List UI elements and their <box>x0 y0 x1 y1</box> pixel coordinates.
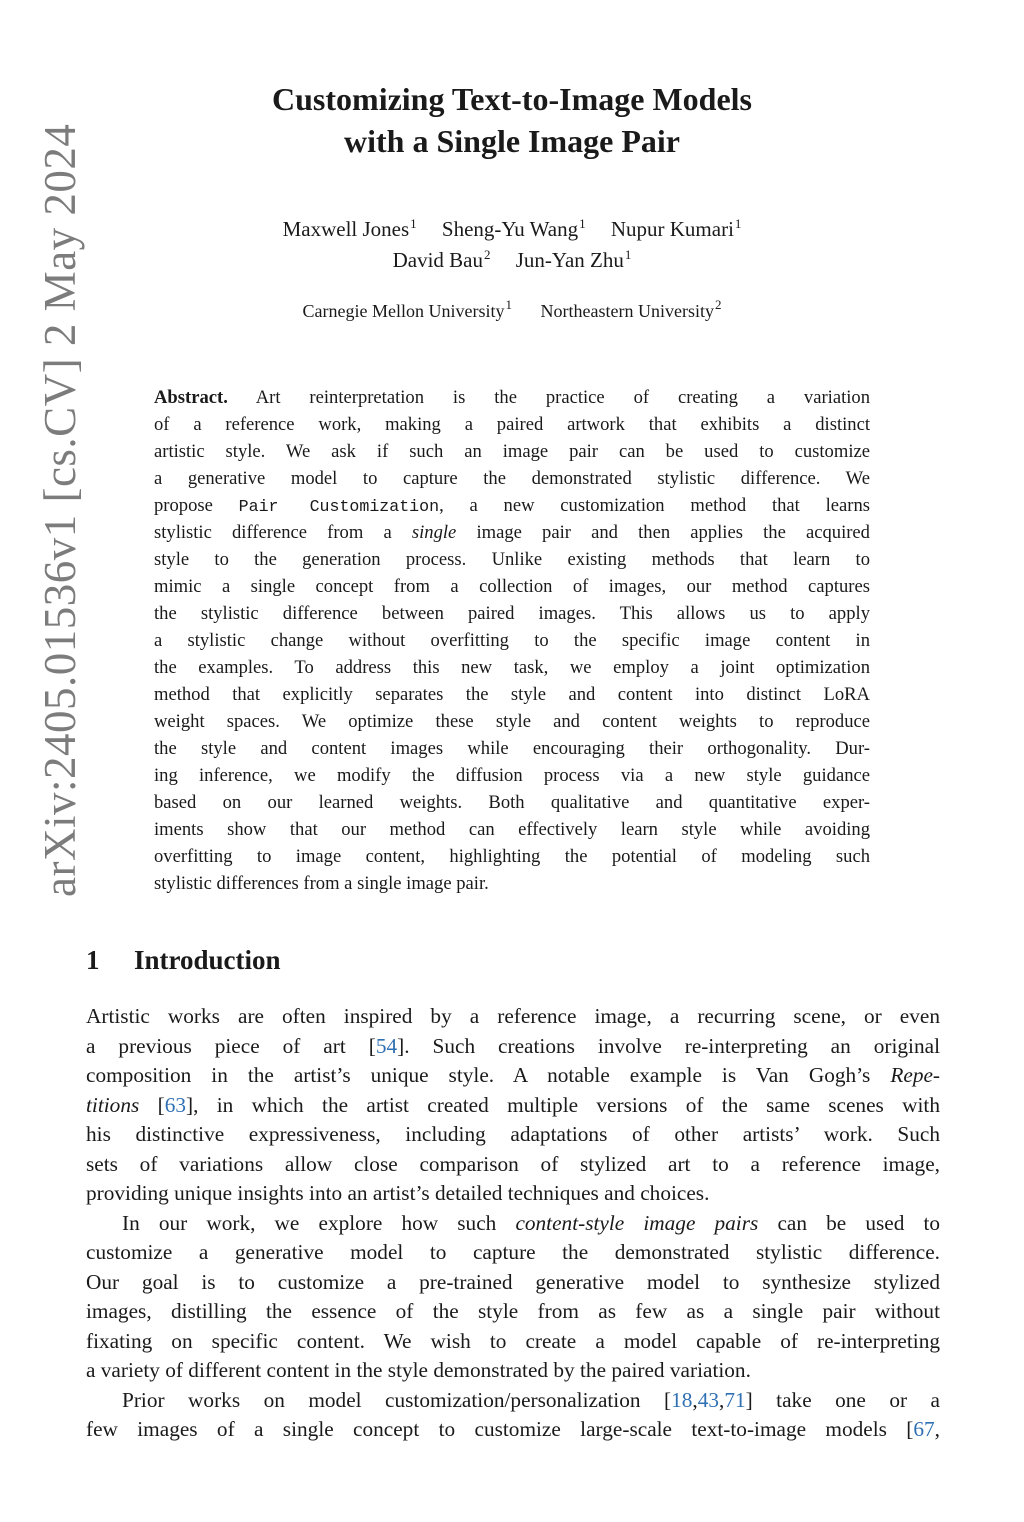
abstract-line: iments show that our method can effectively learn style while avoiding <box>154 819 870 840</box>
author-list <box>150 214 874 276</box>
abstract-line: mimic a single concept from a collection of images, our method captures <box>154 576 870 597</box>
abstract-line: propose Pair Customization, a new customization method that learns <box>154 495 870 516</box>
body-line: his distinctive expressiveness, including adaptations of other artists’ work. Such <box>86 1122 940 1146</box>
abstract-line: a stylistic change without overfitting to the specific image content in <box>154 630 870 651</box>
citation-link[interactable]: 67 <box>913 1417 935 1441</box>
body-line: a previous piece of art [54]. Such creations involve re-interpreting an original <box>86 1033 940 1058</box>
body-line: Prior works on model customization/personalization [18,43,71] take one or a <box>122 1387 940 1412</box>
abstract-label: Abstract. <box>154 387 228 408</box>
body-line: providing unique insights into an artist’s detailed techniques and choices. <box>86 1181 710 1205</box>
body-line: sets of variations allow close comparison of stylized art to a reference image, <box>86 1151 940 1176</box>
section-heading <box>86 942 281 978</box>
author-name: Sheng-Yu Wang$^1$ <box>441 216 586 241</box>
abstract-line: overfitting to image content, highlighting the potential of modeling such <box>154 846 870 867</box>
author-name: David Bau$^2$ <box>392 247 491 272</box>
citation-link[interactable]: 43 <box>697 1387 719 1412</box>
body-line: In our work, we explore how such content-style image pairs can be used to <box>122 1210 941 1235</box>
author-name: Maxwell Jones$^1$ <box>282 216 417 241</box>
method-name: Pair Customization <box>238 497 440 516</box>
abstract-line: stylistic difference from a single image pair and then applies the acquired <box>154 522 870 543</box>
affiliation: Northeastern University$^2$ <box>540 297 722 321</box>
body-line: customize a generative model to capture the demonstrated stylistic difference. <box>86 1240 940 1264</box>
abstract-line: method that explicitly separates the style and content into distinct LoRA <box>154 684 870 705</box>
citation-link[interactable]: 54 <box>375 1033 398 1058</box>
title-line-1: Customizing Text-to-Image Models <box>272 81 752 117</box>
abstract-line: artistic style. We ask if such an image pair can be used to customize <box>154 441 870 462</box>
body-line: fixating on specific content. We wish to create a model capable of re-interpreting <box>86 1328 940 1353</box>
body-line: titions [63], in which the artist created multiple versions of the same scenes with <box>86 1092 941 1117</box>
body-line: Our goal is to customize a pre-trained generative model to synthesize stylized <box>86 1269 940 1294</box>
body-line: few images of a single concept to customize large-scale text-to-image models [67, <box>86 1417 940 1441</box>
abstract <box>154 384 870 897</box>
author-name: Jun-Yan Zhu$^1$ <box>515 247 632 272</box>
abstract-line: of a reference work, making a paired artwork that exhibits a distinct <box>154 414 870 435</box>
abstract-line: Abstract. Art reinterpretation is the practice of creating a variation <box>154 387 871 408</box>
author-name: Nupur Kumari$^1$ <box>610 216 742 241</box>
citation-link[interactable]: 63 <box>164 1092 186 1117</box>
paper-title <box>180 78 844 162</box>
body-line: images, distilling the essence of the style from as few as a single pair without <box>86 1299 940 1323</box>
affiliation: Carnegie Mellon University$^1$ <box>302 297 512 321</box>
body-line: Artistic works are often inspired by a reference image, a recurring scene, or even <box>86 1004 940 1028</box>
abstract-line: the style and content images while encouraging their orthogonality. Dur- <box>154 738 870 759</box>
body-line: composition in the artist’s unique style. A notable example is Van Gogh’s Repe- <box>86 1063 941 1087</box>
affiliation-list <box>150 298 874 324</box>
abstract-line: the examples. To address this new task, we employ a joint optimization <box>154 657 870 678</box>
citation-link[interactable]: 71 <box>724 1387 746 1412</box>
arxiv-identifier: arXiv:2405.01536v1 [cs.CV] 2 May 2024 <box>35 123 85 897</box>
section-number: 1 <box>86 945 100 975</box>
abstract-line: ing inference, we modify the diffusion process via a new style guidance <box>154 765 870 786</box>
abstract-line: a generative model to capture the demonstrated stylistic difference. We <box>154 468 870 489</box>
section-title: Introduction <box>134 945 281 975</box>
body-line: a variety of different content in the style demonstrated by the paired variation. <box>86 1358 751 1382</box>
abstract-line: weight spaces. We optimize these style and content weights to reproduce <box>154 711 870 732</box>
intro-body <box>86 1002 940 1445</box>
title-line-2: with a Single Image Pair <box>344 123 680 159</box>
abstract-line: the stylistic difference between paired images. This allows us to apply <box>154 603 870 624</box>
abstract-line: style to the generation process. Unlike existing methods that learn to <box>154 549 870 570</box>
abstract-line: stylistic differences from a single image pair. <box>154 873 489 894</box>
citation-link[interactable]: 18 <box>671 1387 693 1412</box>
abstract-line: based on our learned weights. Both qualitative and quantitative exper- <box>154 792 870 813</box>
